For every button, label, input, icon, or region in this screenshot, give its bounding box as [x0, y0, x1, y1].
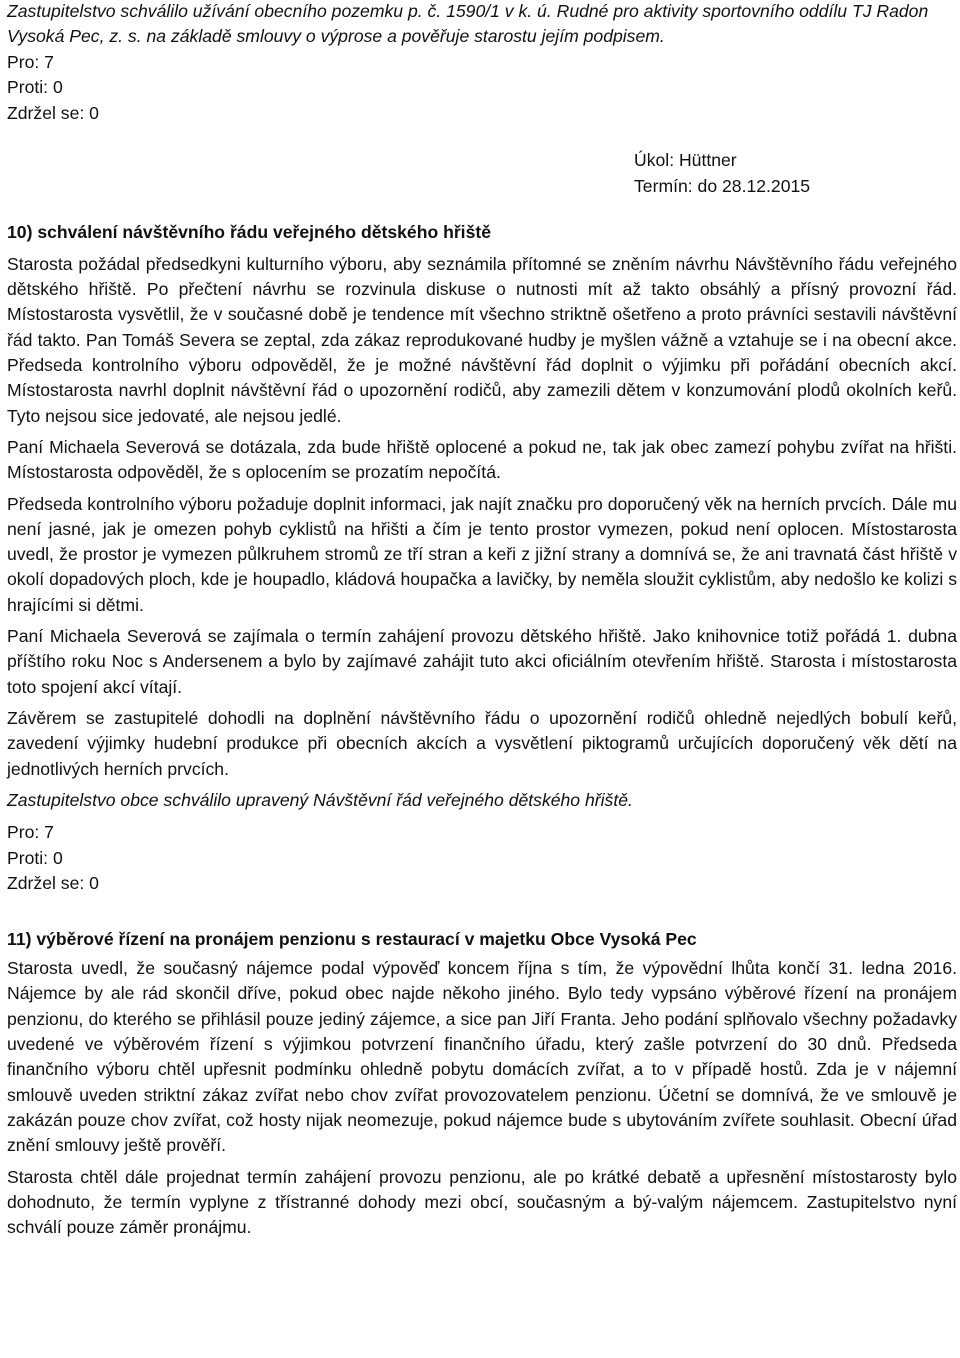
- section-heading-10: 10) schválení návštěvního řádu veřejného dětského hřiště: [7, 221, 491, 242]
- paragraph: Paní Michaela Severová se dotázala, zda bude hřiště oplocené a pokud ne, tak jak obec zamezí pohybu zvířat na hřišti. Místostarosta odpověděl, že s oplocením se prozatím nepočítá.: [7, 436, 957, 483]
- paragraph: Starosta požádal předsedkyni kulturního výboru, aby seznámila přítomné se zněním návrhu Návštěvního řádu veřejného dětského hřiště. Po přečtení návrhu se rozvinula diskuse o nutnosti mít až takto obsáhlý a přísný provozní řád. Místostarosta vysvětlil, že v současné době je tendence mít všechno striktně ošetřeno a proto právníci sestavili návštěvní řád takto. Pan Tomáš Severa se zeptal, zda zákaz reprodukované hudby je myšlen vážně a vztahuje se i na obecní akce. Předseda kontrolního výboru odpověděl, že je možné návštěvní řád doplnit o výjimku při pořádání obecních akcí. Místostarosta navrhl doplnit návštěvní řád o upozornění rodičů, aby zamezili dětem v konzumování plodů okolních keřů. Tyto nejsou sice jedovaté, ale nejsou jedlé.: [7, 253, 957, 426]
- paragraph: Starosta chtěl dále projednat termín zahájení provozu penzionu, ale po krátké debatě a upřesnění místostarosty bylo dohodnuto, že termín vyplyne z třístranné dohody mezi obcí, současným a bý-valým nájemcem. Zastupitelstvo nyní schválí pouze záměr pronájmu.: [7, 1166, 957, 1238]
- vote-for: Pro: 7: [7, 822, 54, 843]
- resolution-text: Zastupitelstvo obce schválilo upravený Návštěvní řád veřejného dětského hřiště.: [7, 789, 633, 810]
- paragraph: Paní Michaela Severová se zajímala o termín zahájení provozu dětského hřiště. Jako knihovnice totiž pořádá 1. dubna příštího roku Noc s Andersenem a bylo by zajímavé zahájit tuto akci oficiálním otevřením hřiště. Starosta i místostarosta toto spojení akcí vítají.: [7, 626, 957, 697]
- paragraph: Závěrem se zastupitelé dohodli na doplnění návštěvního řádu o upozornění rodičů ohledně nejedlých bobulí keřů, zavedení výjimky hudební produkce při obecních akcích a vysvětlení piktogramů určujících doporučený věk dětí na jednotlivých herních prvcích.: [7, 707, 957, 779]
- minutes-page: [7, 0, 957, 1240]
- paragraph: Předseda kontrolního výboru požaduje doplnit informaci, jak najít značku pro doporučený věk na herních prvcích. Dále mu není jasné, jak je omezen pohyb cyklistů na hřišti a čím je tento prostor vymezen, pokud není oplocen. Místostarosta uvedl, že prostor je vymezen půlkruhem stromů ze tří stran a keři z jižní strany a domnívá se, že ani travnatá část hřiště v okolí dopadových ploch, kde je houpadlo, kládová houpačka a lavičky, by neměla sloužit cyklistům, aby nedošlo ke kolizi s hrajícími si dětmi.: [7, 493, 957, 615]
- vote-against: Proti: 0: [7, 847, 63, 868]
- vote-against: Proti: 0: [7, 77, 63, 98]
- vote-abstain: Zdržel se: 0: [7, 873, 99, 894]
- task-deadline: Termín: do 28.12.2015: [634, 175, 811, 196]
- vote-abstain: Zdržel se: 0: [7, 102, 99, 123]
- task-assignee: Úkol: Hüttner: [634, 150, 737, 171]
- vote-for: Pro: 7: [7, 51, 54, 72]
- section-heading-11: 11) výběrové řízení na pronájem penzionu s restaurací v majetku Obce Vysoká Pec: [7, 928, 697, 949]
- paragraph: Starosta uvedl, že současný nájemce podal výpověď koncem října s tím, že výpovědní lhůta končí 31. ledna 2016. Nájemce by ale rád skončil dříve, pokud obec najde někoho jiného. Bylo tedy vypsáno výběrové řízení na pronájem penzionu, do kterého se přihlásil pouze jediný zájemce, a sice pan Jiří Franta. Jeho podání splňovalo všechny požadavky uvedené ve výběrovém řízení s výjimkou potvrzení finančního úřadu, který zašle potvrzení do 30 dnů. Předseda finančního výboru chtěl upřesnit podmínku ohledně pobytu domácích zvířat, a to v případě hostů. Zda je v nájemní smlouvě uveden striktní zákaz zvířat nebo chov zvířat provozovatelem penzionu. Účetní se domnívá, že ve smlouvě je zakázán pouze chov zvířat, což hosty nijak neomezuje, pokud nájemce bude s ubytováním zvířete souhlasit. Obecní úřad znění smlouvy ještě prověří.: [7, 958, 957, 1156]
- resolution-text: Zastupitelstvo schválilo užívání obecního pozemku p. č. 1590/1 v k. ú. Rudné pro aktivity sportovního oddílu TJ Radon Vysoká Pec, z. s. na základě smlouvy o výprose a pověřuje starostu jejím podpisem.: [7, 1, 929, 47]
